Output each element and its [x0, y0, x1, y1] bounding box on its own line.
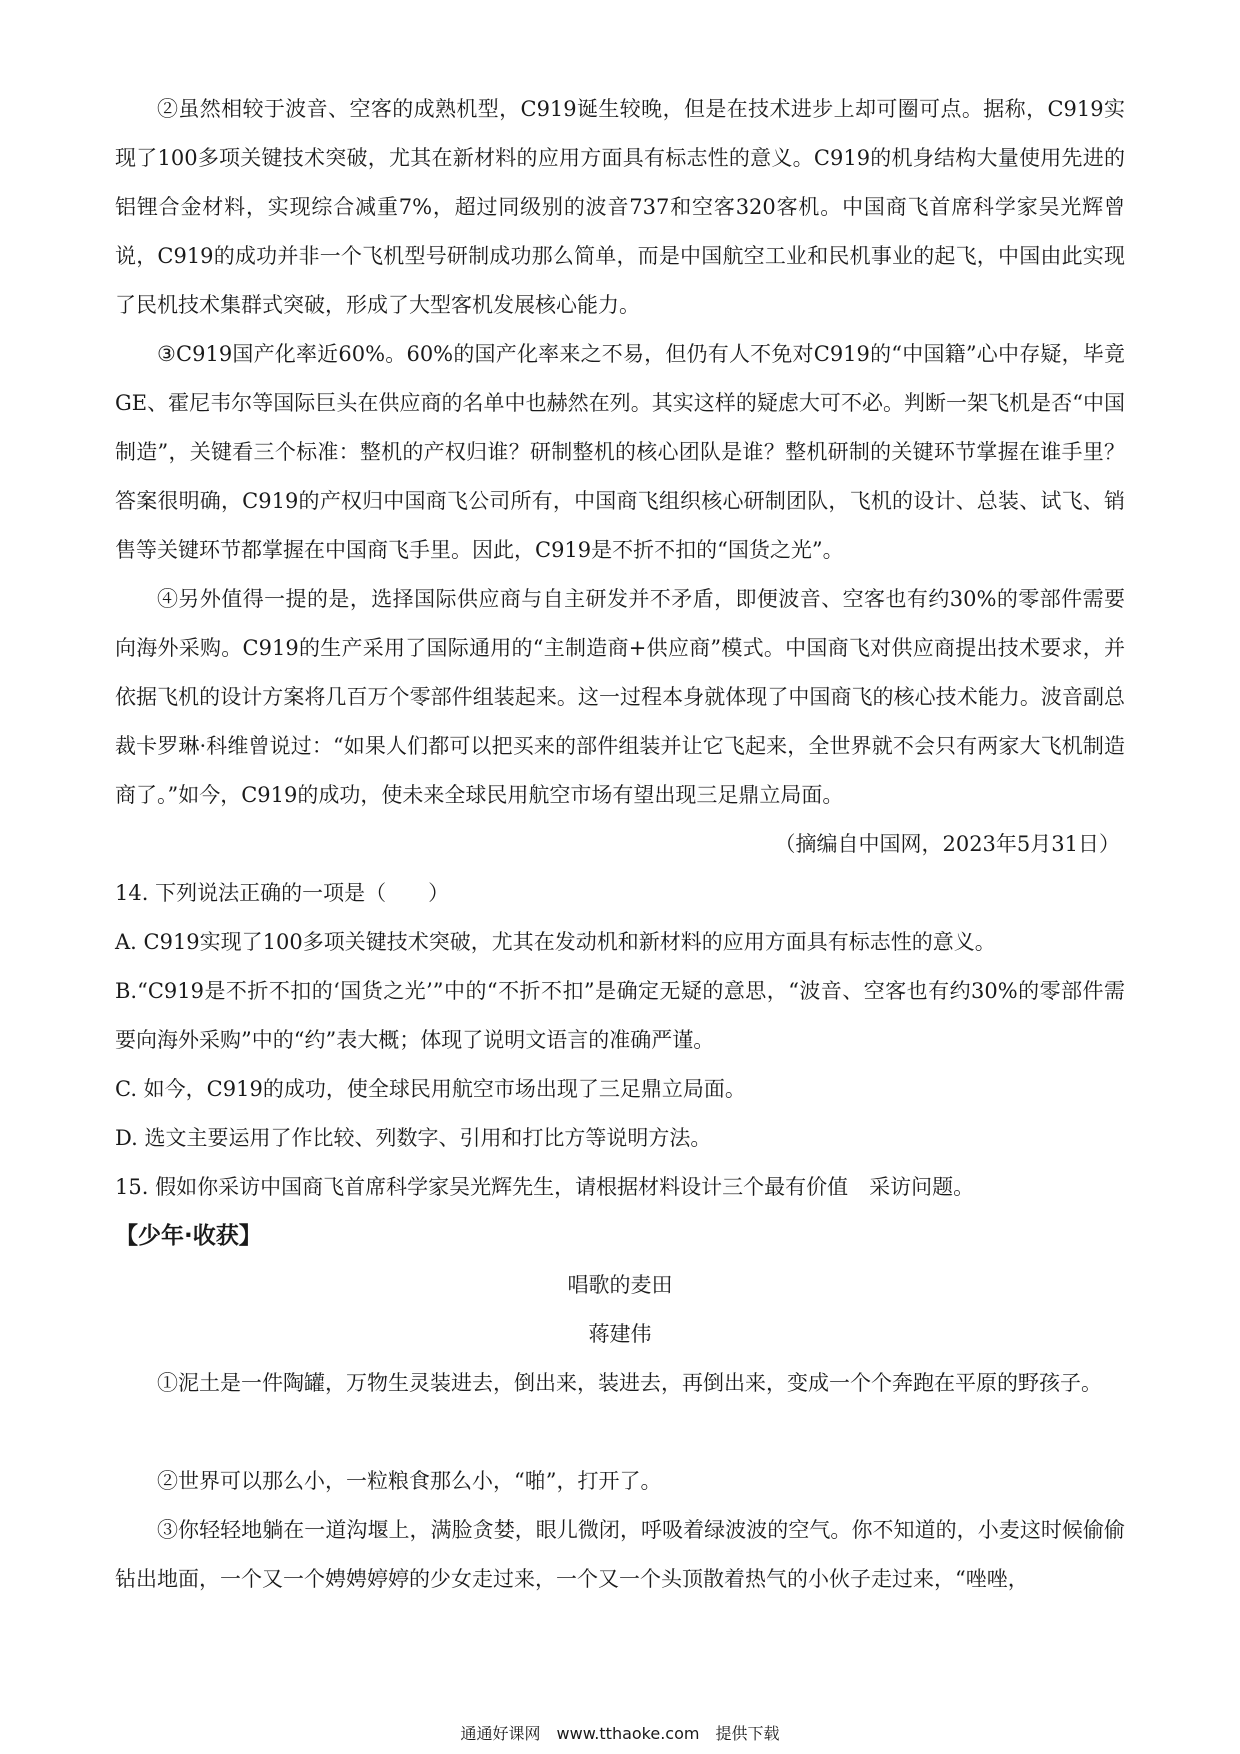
essay-author: 蒋建伟: [588, 1322, 652, 1346]
article-paragraph-2: ②虽然相较于波音、空客的成熟机型，C919诞生较晚，但是在技术进步上却可圈可点。据称，C919实现了100多项关键技术突破，尤其在新材料的应用方面具有标志性的意义。C919的机身结构大量使用先进的铝锂合金材料，实现综合减重7%，超过同级别的波音737和空客320客机。中国商飞首席科学家吴光辉曾说，C919的成功并非一个飞机型号研制成功那么简单，而是中国航空工业和民机事业的起飞，中国由此实现了民机技术集群式突破，形成了大型客机发展核心能力。: [115, 97, 1125, 317]
essay-paragraph-3: ③你轻轻地躺在一道沟堰上，满脸贪婪，眼儿微闭，呼吸着绿波波的空气。你不知道的，小麦这时候偷偷钻出地面，一个又一个娉娉婷婷的少女走过来，一个又一个头顶散着热气的小伙子走过来，“唑唑，: [115, 1518, 1125, 1591]
page-footer: 通通好课网 www.tthaoke.com 提供下载: [460, 1724, 780, 1743]
question-15: 15. 假如你采访中国商飞首席科学家吴光辉先生，请根据材料设计三个最有价值 采访问题。: [115, 1175, 975, 1199]
essay-paragraph-1: ①泥土是一件陶罐，万物生灵装进去，倒出来，装进去，再倒出来，变成一个个奔跑在平原的野孩子。: [157, 1371, 1102, 1395]
essay-title: 唱歌的麦田: [567, 1273, 673, 1297]
question-14-option-a: A. C919实现了100多项关键技术突破，尤其在发动机和新材料的应用方面具有标志性的意义。: [115, 930, 996, 954]
question-14-option-c: C. 如今，C919的成功，使全球民用航空市场出现了三足鼎立局面。: [115, 1077, 746, 1101]
question-14: 14. 下列说法正确的一项是（ ）: [115, 881, 450, 905]
question-14-option-b: B.“C919是不折不扣的‘国货之光’”中的“不折不扣”是确定无疑的意思，“波音、空客也有约30%的零部件需要向海外采购”中的“约”表大概；体现了说明文语言的准确严谨。: [115, 979, 1125, 1052]
section-heading: 【少年·收获】: [115, 1223, 262, 1249]
essay-paragraph-2: ②世界可以那么小，一粒粮食那么小，“啪”，打开了。: [157, 1469, 662, 1493]
article-paragraph-3: ③C919国产化率近60%。60%的国产化率来之不易，但仍有人不免对C919的“中国籍”心中存疑，毕竟GE、霍尼韦尔等国际巨头在供应商的名单中也赫然在列。其实这样的疑虑大可不必。判断一架飞机是否“中国制造”，关键看三个标准：整机的产权归谁？研制整机的核心团队是谁？整机研制的关键环节掌握在谁手里？答案很明确，C919的产权归中国商飞公司所有，中国商飞组织核心研制团队，飞机的设计、总装、试飞、销售等关键环节都掌握在中国商飞手里。因此，C919是不折不扣的“国货之光”。: [115, 342, 1125, 562]
article-source: （摘编自中国网，2023年5月31日）: [774, 832, 1120, 856]
question-14-option-d: D. 选文主要运用了作比较、列数字、引用和打比方等说明方法。: [115, 1126, 712, 1150]
article-paragraph-4: ④另外值得一提的是，选择国际供应商与自主研发并不矛盾，即便波音、空客也有约30%的零部件需要向海外采购。C919的生产采用了国际通用的“主制造商+供应商”模式。中国商飞对供应商提出技术要求，并依据飞机的设计方案将几百万个零部件组装起来。这一过程本身就体现了中国商飞的核心技术能力。波音副总裁卡罗琳·科维曾说过：“如果人们都可以把买来的部件组装并让它飞起来，全世界就不会只有两家大飞机制造商了。”如今，C919的成功，使未来全球民用航空市场有望出现三足鼎立局面。: [115, 587, 1125, 807]
